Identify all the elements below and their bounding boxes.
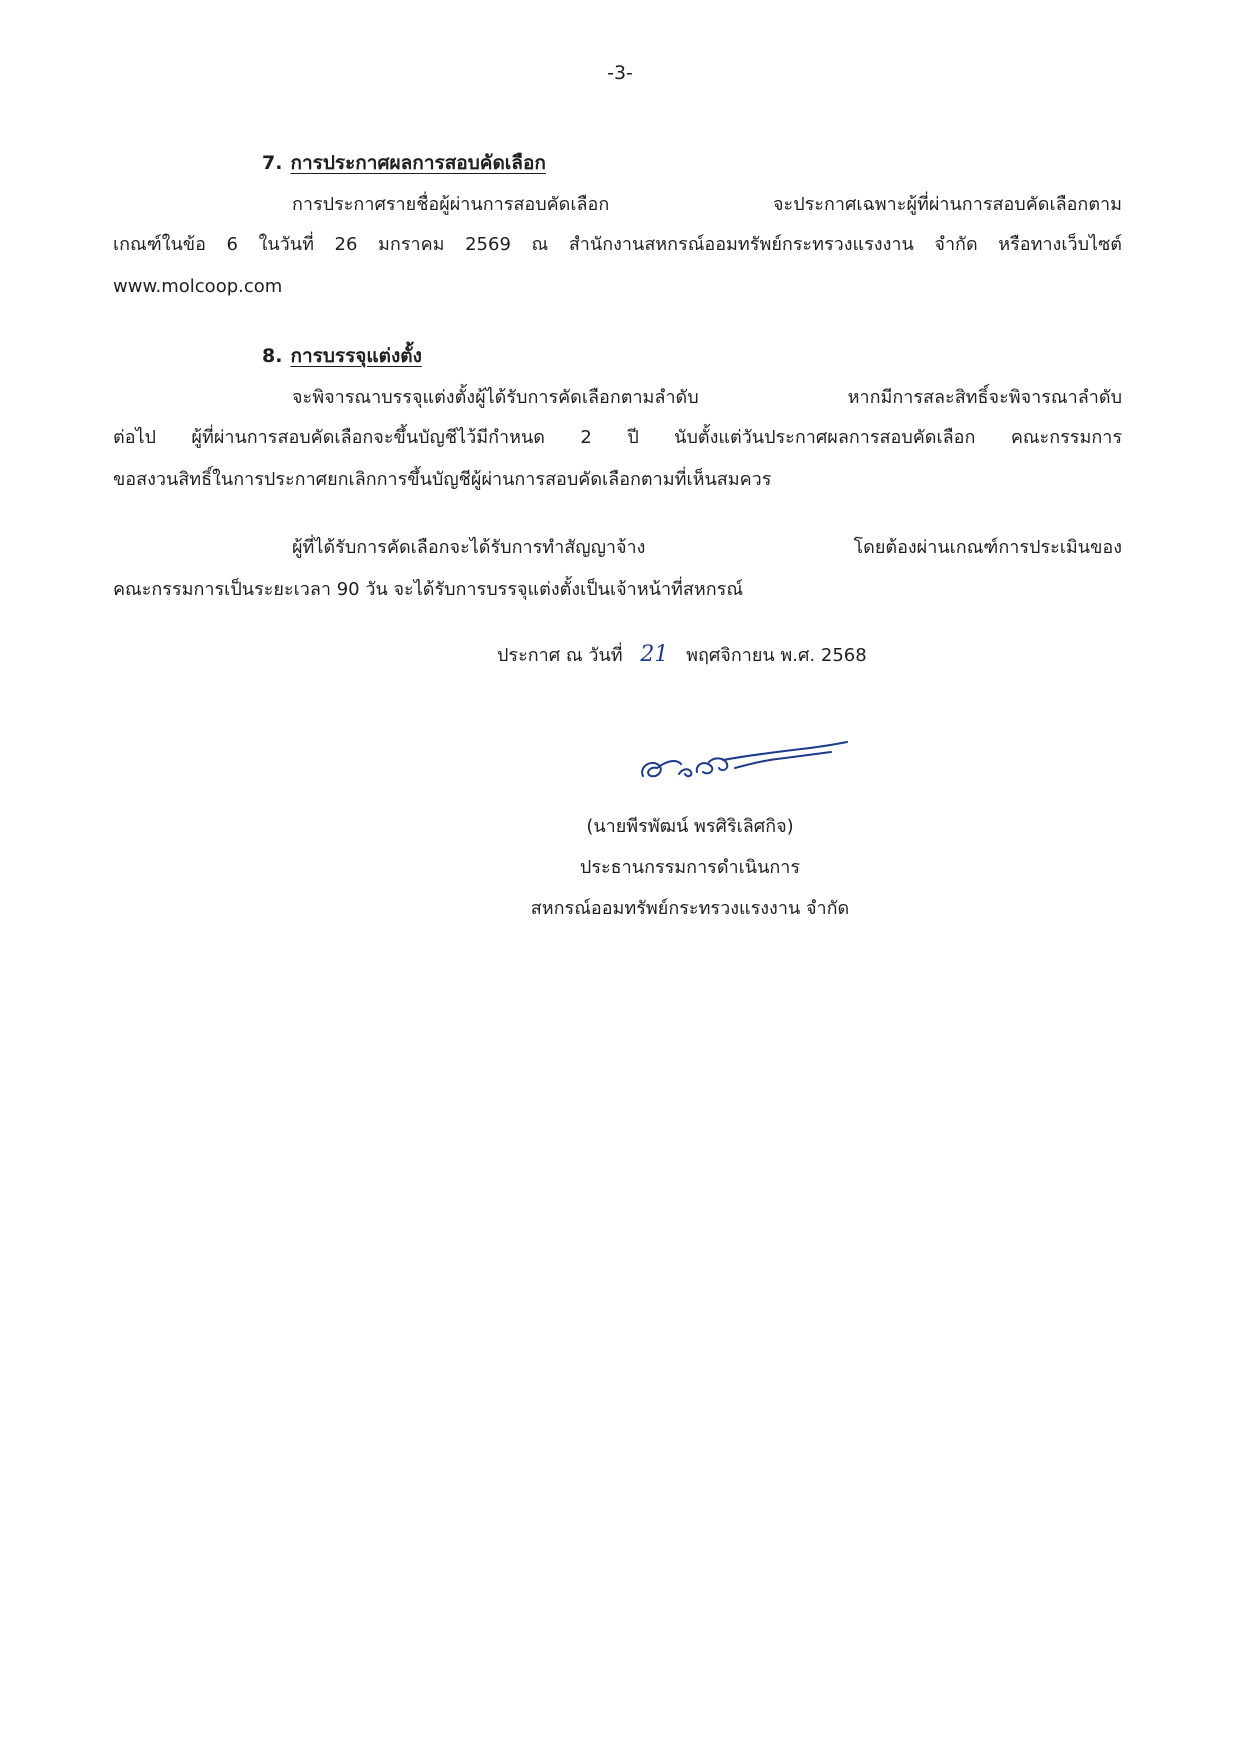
signer-organization: สหกรณ์ออมทรัพย์กระทรวงแรงงาน จำกัด: [530, 898, 850, 919]
announcement-month-year: พฤศจิกายน พ.ศ. 2568: [686, 645, 867, 666]
page-number: -3-: [607, 62, 633, 84]
section-8-para-2-line-2: คณะกรรมการเป็นระยะเวลา 90 วัน จะได้รับการบรรจุแต่งตั้งเป็นเจ้าหน้าที่สหกรณ์: [113, 579, 744, 600]
section-8-para-1-line-1: จะพิจารณาบรรจุแต่งตั้งผู้ได้รับการคัดเลือกตามลำดับ หากมีการสละสิทธิ์จะพิจารณาลำดับ: [292, 387, 1122, 408]
section-8-heading: [262, 341, 422, 371]
section-8-para-1-line-2: ต่อไป ผู้ที่ผ่านการสอบคัดเลือกจะขึ้นบัญชีไว้มีกำหนด 2 ปี นับตั้งแต่วันประกาศผลการสอบคัดเลือก คณะกรรมการ: [113, 427, 1122, 448]
section-8-para-1-line-3: ขอสงวนสิทธิ์ในการประกาศยกเลิกการขึ้นบัญชีผู้ผ่านการสอบคัดเลือกตามที่เห็นสมควร: [113, 469, 772, 490]
handwritten-signature: [635, 738, 850, 788]
section-7-number: 7.: [262, 152, 283, 174]
section-8-number: 8.: [262, 345, 283, 367]
section-7-title: การประกาศผลการสอบคัดเลือก: [290, 152, 546, 174]
section-7-heading: [262, 148, 546, 178]
signer-name: (นายพีรพัฒน์ พรศิริเลิศกิจ): [586, 816, 794, 837]
announcement-date: [497, 640, 867, 671]
signer-position: ประธานกรรมการดำเนินการ: [579, 857, 801, 878]
section-8-title: การบรรจุแต่งตั้ง: [290, 345, 422, 367]
section-8-para-2-line-1: ผู้ที่ได้รับการคัดเลือกจะได้รับการทำสัญญาจ้าง โดยต้องผ่านเกณฑ์การประเมินของ: [292, 537, 1122, 558]
announcement-day: 21: [640, 642, 669, 667]
section-7-line-2: เกณฑ์ในข้อ 6 ในวันที่ 26 มกราคม 2569 ณ สำนักงานสหกรณ์ออมทรัพย์กระทรวงแรงงาน จำกัด หรือทางเว็บไซต์: [113, 234, 1122, 255]
announcement-prefix: ประกาศ ณ วันที่: [497, 645, 623, 666]
section-7-line-1: การประกาศรายชื่อผู้ผ่านการสอบคัดเลือก จะประกาศเฉพาะผู้ที่ผ่านการสอบคัดเลือกตาม: [292, 194, 1122, 215]
section-7-line-3-website: www.molcoop.com: [113, 276, 283, 297]
